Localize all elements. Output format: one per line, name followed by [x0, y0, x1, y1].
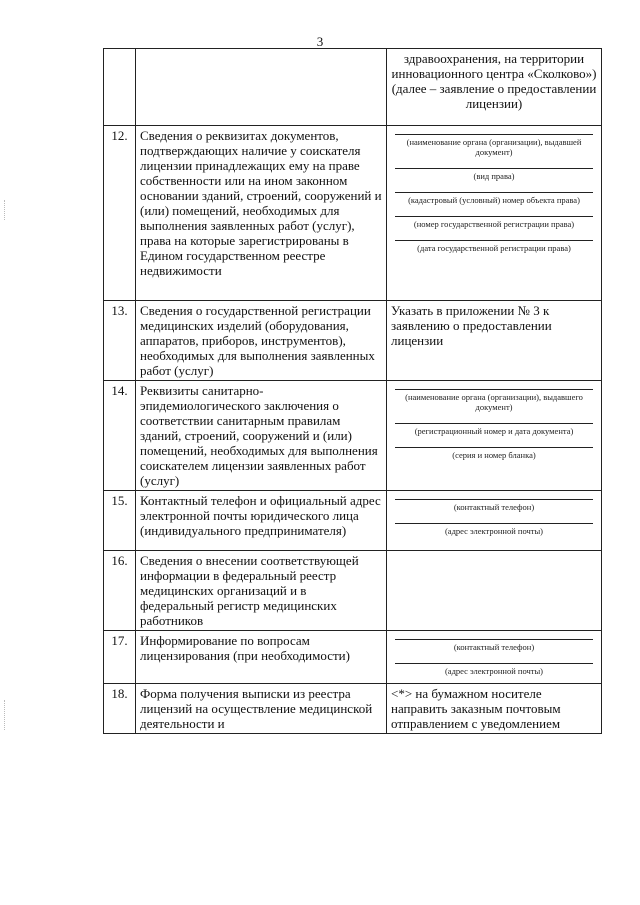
input-line[interactable]	[391, 633, 597, 652]
row-number: 17.	[104, 631, 136, 684]
field-value	[387, 491, 602, 551]
value-text: здравоохранения, на территории инновационного центра «Сколково») (далее – заявление о предоставлении лицензии)	[391, 51, 597, 111]
table-row	[104, 49, 602, 126]
input-caption: (контактный телефон)	[453, 502, 535, 512]
field-label: Информирование по вопросам лицензирования (при необходимости)	[136, 631, 387, 684]
field-label: Сведения о реквизитах документов, подтверждающих наличие у соискателя лицензии принадлежащих ему на праве собственности или на ином законном основании зданий, строений, сооружений и (или) помещений, необходимых для выполнения заявленных работ (услуг), права на которые зарегистрированы в Едином государственном реестре недвижимости	[136, 126, 387, 301]
table-row	[104, 126, 602, 301]
row-number: 16.	[104, 551, 136, 631]
input-line[interactable]	[391, 162, 597, 181]
field-value	[387, 301, 602, 381]
table-row	[104, 684, 602, 734]
row-number: 13.	[104, 301, 136, 381]
scan-margin-marks	[4, 200, 6, 220]
table-row	[104, 551, 602, 631]
field-value	[387, 126, 602, 301]
input-caption: (наименование органа (организации), выдавшего документ)	[405, 392, 583, 412]
value-text: Указать в приложении № 3 к заявлению о предоставлении лицензии	[391, 303, 552, 348]
input-line[interactable]	[391, 383, 597, 412]
input-caption: (наименование органа (организации), выдавшей документ)	[406, 137, 582, 157]
value-text: <*> на бумажном носителе направить заказным почтовым отправлением с уведомлением	[391, 686, 561, 731]
field-label: Реквизиты санитарно-эпидемиологического заключения о соответствии санитарным правилам зданий, строений, сооружений и (или) помещений, необходимых для выполнения соискателем лицензии заявленных работ (услуг)	[136, 381, 387, 491]
input-line[interactable]	[391, 517, 597, 536]
scan-margin-marks	[4, 700, 6, 730]
input-caption: (дата государственной регистрации права)	[417, 243, 571, 253]
input-line[interactable]	[391, 441, 597, 460]
field-label: Контактный телефон и официальный адрес электронной почты юридического лица (индивидуального предпринимателя)	[136, 491, 387, 551]
input-line[interactable]	[391, 417, 597, 436]
input-line[interactable]	[391, 657, 597, 676]
input-line[interactable]	[391, 234, 597, 253]
input-line[interactable]	[391, 186, 597, 205]
row-number: 14.	[104, 381, 136, 491]
table-row	[104, 381, 602, 491]
application-table	[103, 48, 602, 734]
row-number: 12.	[104, 126, 136, 301]
input-line[interactable]	[391, 493, 597, 512]
input-caption: (адрес электронной почты)	[444, 666, 544, 676]
row-number: 18.	[104, 684, 136, 734]
table-row	[104, 301, 602, 381]
input-caption: (вид права)	[473, 171, 515, 181]
field-value[interactable]	[387, 551, 602, 631]
field-label: Форма получения выписки из реестра лицензий на осуществление медицинской деятельности и	[136, 684, 387, 734]
input-caption: (номер государственной регистрации права)	[413, 219, 575, 229]
field-value	[387, 49, 602, 126]
input-caption: (регистрационный номер и дата документа)	[414, 426, 574, 436]
input-caption: (контактный телефон)	[453, 642, 535, 652]
field-label	[136, 49, 387, 126]
input-caption: (адрес электронной почты)	[444, 526, 544, 536]
input-line[interactable]	[391, 128, 597, 157]
page-number: 3	[316, 34, 324, 49]
field-label: Сведения о государственной регистрации медицинских изделий (оборудования, аппаратов, приборов, инструментов), необходимых для выполнения заявленных работ (услуг)	[136, 301, 387, 381]
table-row	[104, 631, 602, 684]
row-number	[104, 49, 136, 126]
row-number: 15.	[104, 491, 136, 551]
field-value	[387, 381, 602, 491]
table-row	[104, 491, 602, 551]
field-value	[387, 631, 602, 684]
field-value	[387, 684, 602, 734]
input-caption: (кадастровый (условный) номер объекта права)	[408, 195, 580, 205]
field-label: Сведения о внесении соответствующей информации в федеральный реестр медицинских организаций и в федеральный регистр медицинских работников	[136, 551, 387, 631]
input-caption: (серия и номер бланка)	[452, 450, 536, 460]
input-line[interactable]	[391, 210, 597, 229]
